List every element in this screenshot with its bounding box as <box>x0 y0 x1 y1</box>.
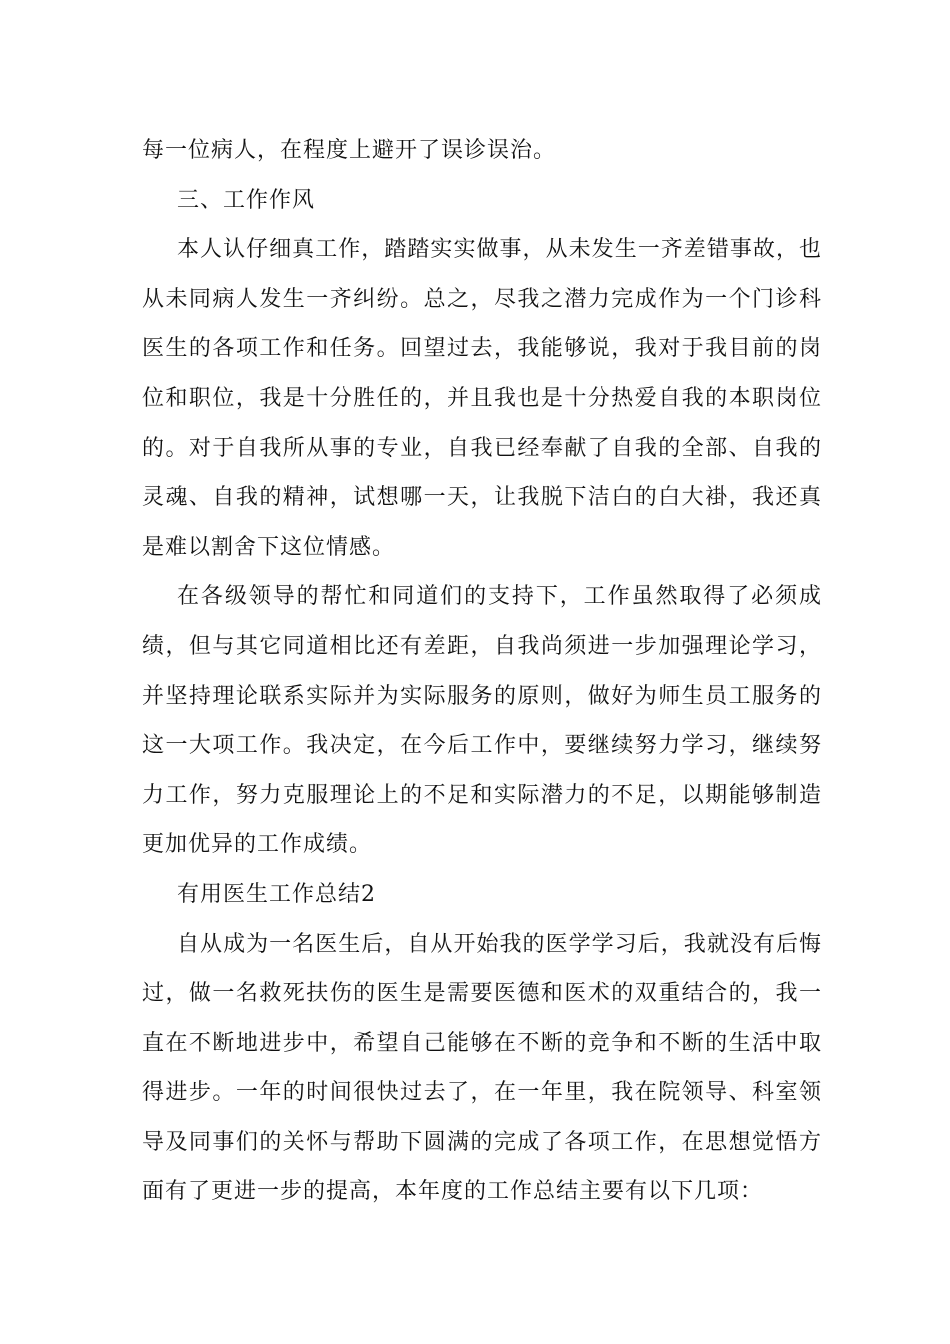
paragraph-3: 本人认仔细真工作，踏踏实实做事，从未发生一齐差错事故，也从未同病人发生一齐纠纷。总之，尽我之潜力完成作为一个门诊科医生的各项工作和任务。回望过去，我能够说，我对于我目前的岗位和职位，我是十分胜任的，并且我也是十分热爱自我的本职岗位的。对于自我所从事的专业，自我已经奉献了自我的全部、自我的灵魂、自我的精神，试想哪一天，让我脱下洁白的白大褂，我还真是难以割舍下这位情感。 <box>142 237 822 560</box>
paragraph-4: 在各级领导的帮忙和同道们的支持下，工作虽然取得了必须成绩，但与其它同道相比还有差距，自我尚须进一步加强理论学习，并坚持理论联系实际并为实际服务的原则，做好为师生员工服务的这一大项工作。我决定，在今后工作中，要继续努力学习，继续努力工作，努力克服理论上的不足和实际潜力的不足，以期能够制造更加优异的工作成绩。 <box>142 584 822 858</box>
section-heading-work-style: 三、工作作风 <box>177 187 316 213</box>
paragraph-6: 自从成为一名医生后，自从开始我的医学学习后，我就没有后悔过，做一名救死扶伤的医生是需要医德和医术的双重结合的，我一直在不断地进步中，希望自己能够在不断的竞争和不断的生活中取得进步。一年的时间很快过去了，在一年里，我在院领导、科室领导及同事们的关怀与帮助下圆满的完成了各项工作，在思想觉悟方面有了更进一步的提高，本年度的工作总结主要有以下几项： <box>142 931 822 1205</box>
section-heading-summary-2: 有用医生工作总结2 <box>177 881 376 907</box>
document-body <box>142 126 822 1217</box>
paragraph-1: 每一位病人，在程度上避开了误诊误治。 <box>142 138 557 163</box>
